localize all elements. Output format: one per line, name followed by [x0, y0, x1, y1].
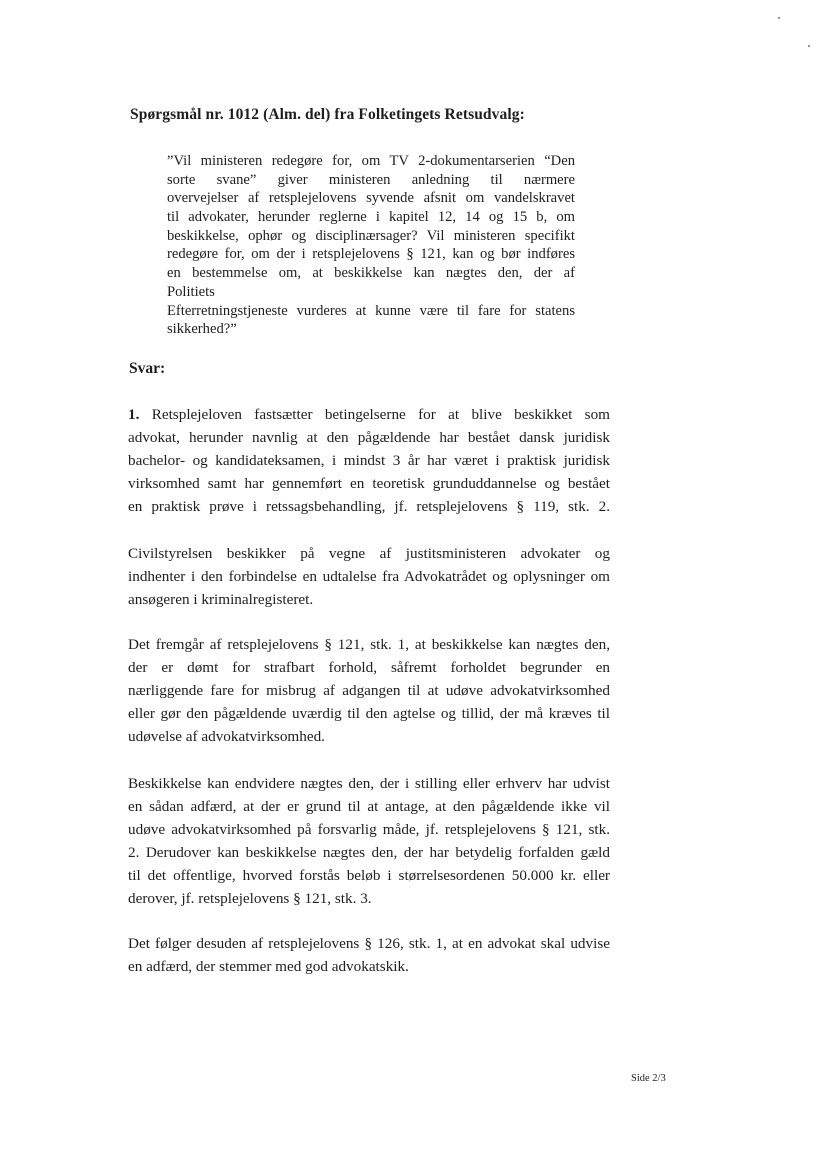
paragraph-line: Det følger desuden af retsplejelovens § 126, stk. 1, at en advokat skal udvise [128, 935, 610, 952]
scan-speck [778, 17, 780, 19]
question-quote [167, 152, 575, 339]
quote-line: ”Vil ministeren redegøre for, om TV 2-dokumentarserien “Den [167, 153, 575, 169]
paragraph-line: en adfærd, der stemmer med god advokatskik. [128, 958, 409, 975]
paragraph-line: 1. Retsplejeloven fastsætter betingelserne for at blive beskikket som [128, 406, 610, 423]
paragraph-line: der er dømt for strafbart forhold, såfremt forholdet begrunder en [128, 659, 610, 676]
quote-line: Efterretningstjeneste vurderes at kunne være til fare for statens [167, 302, 575, 319]
quote-line: redegøre for, om der i retsplejelovens § 121, kan og bør indføres [167, 246, 575, 263]
paragraph-line: indhenter i den forbindelse en udtalelse fra Advokatrådet og oplysninger om [128, 568, 610, 585]
paragraph-line: advokat, herunder navnlig at den pågældende har bestået dansk juridisk [128, 429, 610, 446]
quote-line: beskikkelse, ophør og disciplinærsager? Vil ministeren specifikt [167, 227, 575, 244]
scan-speck [808, 45, 810, 47]
quote-line: en bestemmelse om, at beskikkelse kan nægtes den, der af [167, 265, 575, 282]
answer-paragraph-3 [128, 633, 610, 748]
page-number: Side 2/3 [631, 1073, 666, 1084]
paragraph-line: til det offentlige, hvorved forstås beløb i størrelsesordenen 50.000 kr. eller [128, 867, 610, 884]
quote-line: overvejelser af retsplejelovens syvende afsnit om vandelskravet [167, 190, 575, 207]
document-heading: Spørgsmål nr. 1012 (Alm. del) fra Folketingets Retsudvalg: [130, 106, 525, 123]
quote-line: sikkerhed?” [167, 321, 237, 338]
paragraph-line: bachelor- og kandidateksamen, i mindst 3 år har været i praktisk juridisk [128, 452, 610, 469]
paragraph-line: en sådan adfærd, at der er grund til at antage, at den pågældende ikke vil [128, 798, 610, 815]
answer-paragraph-5 [128, 932, 610, 978]
quote-line: sorte svane” giver ministeren anledning til nærmere [167, 171, 575, 188]
paragraph-line: derover, jf. retsplejelovens § 121, stk. 3. [128, 890, 372, 907]
answer-paragraph-1 [128, 403, 610, 518]
paragraph-line: Det fremgår af retsplejelovens § 121, stk. 1, at beskikkelse kan nægtes den, [128, 636, 610, 653]
paragraph-line: nærliggende fare for misbrug af adgangen til at udøve advokatvirksomhed [128, 682, 610, 699]
paragraph-line: 2. Derudover kan beskikkelse nægtes den, der har betydelig forfalden gæld [128, 844, 610, 861]
answer-heading: Svar: [129, 360, 166, 377]
paragraph-line: virksomhed samt har gennemført en teoretisk grunduddannelse og bestået [128, 475, 610, 492]
paragraph-line: eller gør den pågældende uværdig til den agtelse og tillid, der må kræves til [128, 705, 610, 722]
answer-paragraph-4 [128, 772, 610, 910]
paragraph-line: udøve advokatvirksomhed på forsvarlig måde, jf. retsplejelovens § 121, stk. [128, 821, 610, 838]
paragraph-number: 1. [128, 406, 140, 423]
paragraph-line: Civilstyrelsen beskikker på vegne af justitsministeren advokater og [128, 545, 610, 562]
paragraph-line: en praktisk prøve i retssagsbehandling, jf. retsplejelovens § 119, stk. 2. [128, 498, 610, 515]
quote-line: til advokater, herunder reglerne i kapitel 12, 14 og 15 b, om [167, 209, 575, 226]
paragraph-line: ansøgeren i kriminalregisteret. [128, 591, 314, 608]
paragraph-line: Beskikkelse kan endvidere nægtes den, der i stilling eller erhverv har udvist [128, 775, 610, 792]
answer-paragraph-2 [128, 542, 610, 611]
paragraph-line: udøvelse af advokatvirksomhed. [128, 728, 325, 745]
quote-line: Politiets [167, 283, 215, 300]
